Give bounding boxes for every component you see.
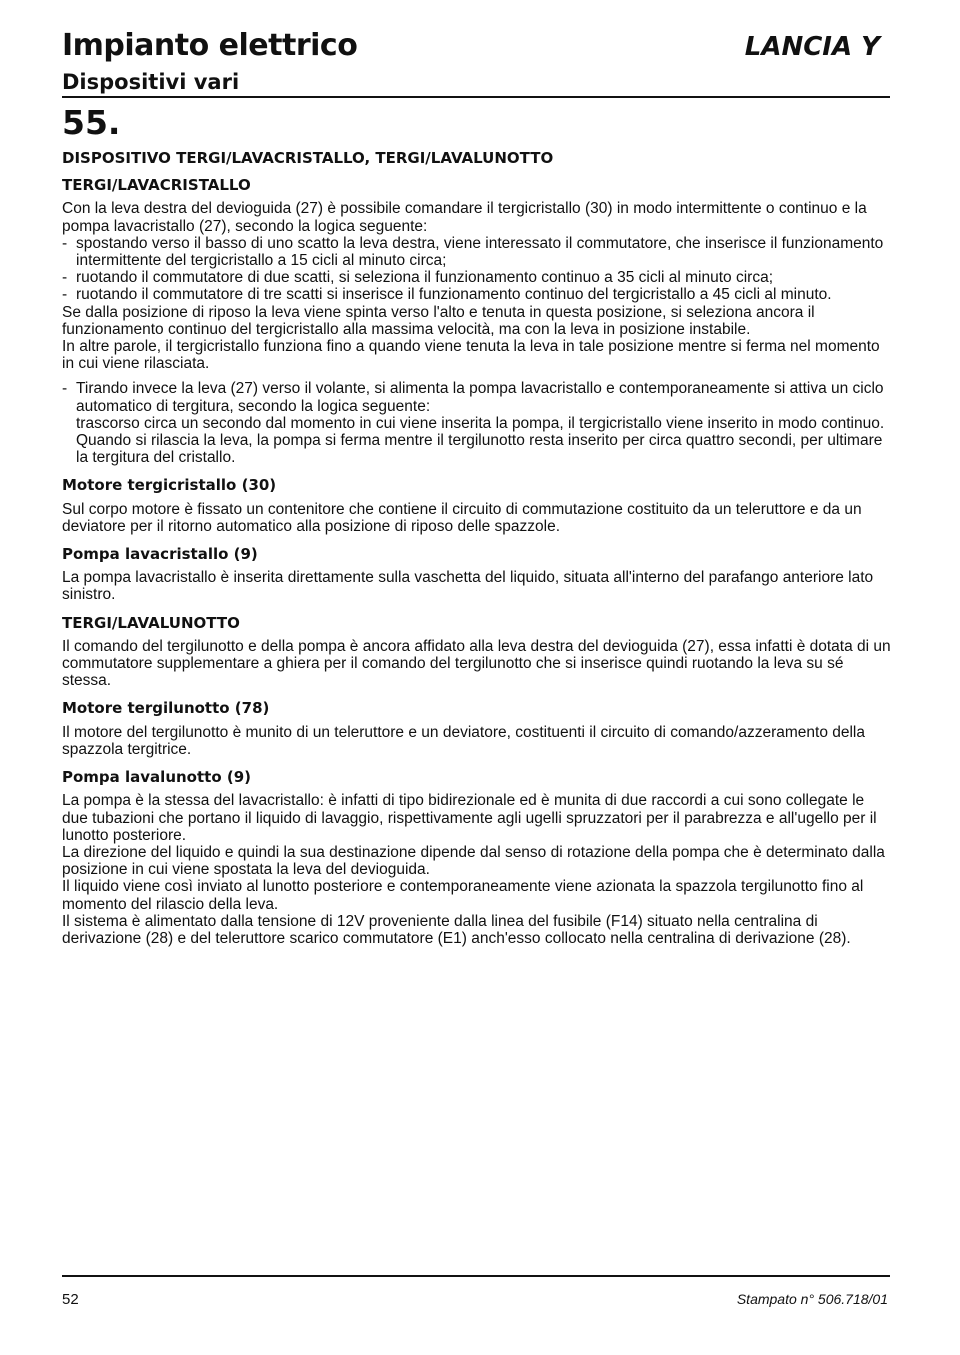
list-item-text: Tirando invece la leva (27) verso il volante, si alimenta la pompa lavacristallo e contemporaneamente si attiva un ciclo automatico di tergitura, secondo la logica seguente: bbox=[76, 380, 884, 415]
page-title: Impianto elettrico bbox=[62, 28, 358, 63]
bullet-dash: - bbox=[62, 380, 68, 398]
paragraph: Il motore del tergilunotto è munito di un teleruttore e un deviatore, costituenti il circuito di comando/azzeramento della spazzola tergitrice. bbox=[62, 723, 865, 758]
bullet-dash: - bbox=[62, 234, 68, 252]
heading-tergi-lavacristallo: TERGI/LAVACRISTALLO bbox=[62, 176, 251, 195]
paragraph: La pompa è la stessa del lavacristallo: è infatti di tipo bidirezionale ed è munita di due raccordi a cui sono collegate le due tubazioni che portano il liquido di lavaggio, rispettivamente agli ugelli spruzzatori per il parabrezza e all'ugello per il lunotto posteriore. bbox=[62, 792, 877, 844]
bullet-dash: - bbox=[62, 269, 68, 287]
paragraph: La direzione del liquido e quindi la sua destinazione dipende dal senso di rotazione della pompa che è determinato dalla posizione in cui viene spostata la leva del devioguida. bbox=[62, 843, 885, 879]
list-item-text: ruotando il commutatore di due scatti, si seleziona il funzionamento continuo a 35 cicli al minuto circa; bbox=[76, 269, 774, 287]
paragraph: Il comando del tergilunotto e della pompa è ancora affidato alla leva destra del devioguida (27), essa infatti è dotata di un commutatore supplementare a ghiera per il comando del tergilunotto che si inserisce quindi ruotando la leva su sé stessa. bbox=[62, 637, 891, 690]
brand-label: LANCIA Y bbox=[744, 32, 880, 62]
intro-paragraph: Con la leva destra del devioguida (27) è possibile comandare il tergicristallo (30) in modo intermittente o continuo e la pompa lavacristallo (27), secondo la logica seguente: bbox=[62, 200, 867, 235]
main-heading: DISPOSITIVO TERGI/LAVACRISTALLO, TERGI/LAVALUNOTTO bbox=[62, 149, 554, 167]
heading-motore-tergilunotto: Motore tergilunotto (78) bbox=[62, 699, 270, 718]
list-item-text: ruotando il commutatore di tre scatti si inserisce il funzionamento continuo del tergicristallo a 45 cicli al minuto. bbox=[76, 286, 832, 304]
paragraph: Sul corpo motore è fissato un contenitore che contiene il circuito di commutazione costituito da un teleruttore e da un deviatore per il ritorno automatico alla posizione di riposo delle spazzole. bbox=[62, 500, 862, 535]
list-item bbox=[62, 380, 894, 466]
bullet-dash: - bbox=[62, 286, 68, 304]
list-item-text: spostando verso il basso di uno scatto la leva destra, viene interessato il commutatore, che inserisce il funzionamento intermittente del tergicristallo a 15 cicli al minuto circa; bbox=[76, 234, 884, 270]
print-reference: Stampato n° 506.718/01 bbox=[736, 1291, 888, 1307]
footer-rule bbox=[62, 1275, 890, 1277]
page-number: 52 bbox=[62, 1291, 79, 1308]
section-number: 55. bbox=[62, 103, 121, 142]
list-item-continuation: trascorso circa un secondo dal momento in cui viene inserita la pompa, il tergicristallo viene inserito in modo continuo. Quando si rilascia la leva, la pompa si ferma mentre il tergilunotto resta inserito per circa quattro secondi, per ultimare la tergitura del cristallo. bbox=[76, 414, 885, 467]
header-rule bbox=[62, 96, 890, 98]
heading-pompa-lavacristallo: Pompa lavacristallo (9) bbox=[62, 545, 258, 564]
paragraph: Il liquido viene così inviato al lunotto posteriore e contemporaneamente viene azionata la spazzola tergilunotto fino al momento del rilascio della leva. bbox=[62, 878, 864, 913]
list-item bbox=[62, 286, 894, 303]
heading-pompa-lavalunotto: Pompa lavalunotto (9) bbox=[62, 768, 251, 787]
paragraph: La pompa lavacristallo è inserita direttamente sulla vaschetta del liquido, situata all'interno del parafango anteriore lato sinistro. bbox=[62, 569, 874, 604]
page-subtitle: Dispositivi vari bbox=[62, 70, 240, 94]
page-content bbox=[62, 150, 894, 947]
paragraph: Se dalla posizione di riposo la leva viene spinta verso l'alto e tenuta in questa posizione, si seleziona ancora il funzionamento continuo del tergicristallo alla massima velocità, ma con la leva in posizione instabile. bbox=[62, 303, 815, 338]
paragraph: In altre parole, il tergicristallo funziona fino a quando viene tenuta la leva in tale posizione mentre si ferma nel momento in cui viene rilasciata. bbox=[62, 338, 880, 373]
heading-tergi-lavalunotto: TERGI/LAVALUNOTTO bbox=[62, 613, 240, 632]
list-item bbox=[62, 235, 894, 269]
heading-motore-tergicristallo: Motore tergicristallo (30) bbox=[62, 476, 277, 495]
paragraph: Il sistema è alimentato dalla tensione di 12V proveniente dalla linea del fusibile (F14) situato nella centralina di derivazione (28) e del teleruttore scarico commutatore (E1) anch'esso collocato nella centralina di derivazione (28). bbox=[62, 912, 851, 947]
list-item bbox=[62, 269, 894, 286]
